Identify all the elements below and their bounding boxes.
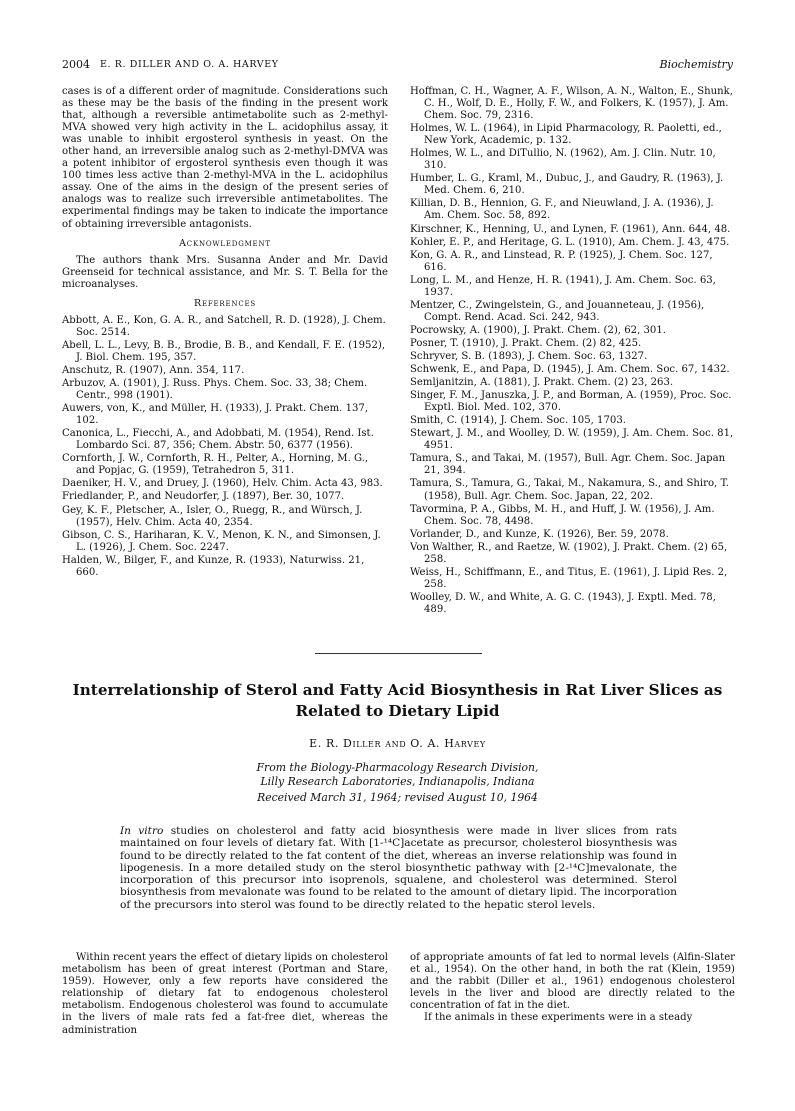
running-head [62, 58, 733, 74]
reference-item: Weiss, H., Schiffmann, E., and Titus, E. (1961), J. Lipid Res. 2, 258. [410, 566, 728, 590]
reference-item: Kon, G. A. R., and Linstead, R. P. (1925), J. Chem. Soc. 127, 616. [410, 249, 713, 273]
reference-item: Gey, K. F., Pletscher, A., Isler, O., Ruegg, R., and Würsch, J. (1957), Helv. Chim. Acta 40, 2354. [62, 504, 363, 528]
reference-item: Holmes, W. L. (1964), in Lipid Pharmacology, R. Paoletti, ed., New York, Academic, p. 132. [410, 123, 722, 147]
acknowledgment-text: The authors thank Mrs. Susanna Ander and Mr. David Greenseid for technical assistance, and Mr. S. T. Bella for the microanalyses. [62, 254, 388, 290]
reference-item: Humber, L. G., Kraml, M., Dubuc, J., and Gaudry, R. (1963), J. Med. Chem. 6, 210. [410, 173, 724, 197]
journal-name: Biochemistry [659, 58, 733, 71]
references-heading: References [194, 297, 256, 309]
reference-item: Kohler, E. P., and Heritage, G. L. (1910), Am. Chem. J. 43, 475. [410, 236, 730, 248]
reference-item: Long, L. M., and Henze, H. R. (1941), J. Am. Chem. Soc. 63, 1937. [410, 274, 716, 298]
byline: E. R. Diller and O. A. Harvey [309, 737, 486, 750]
reference-item: Mentzer, C., Zwingelstein, G., and Jouanneteau, J. (1956), Compt. Rend. Acad. Sci. 242, 943. [410, 299, 705, 323]
abstract [120, 825, 677, 911]
page-number: 2004 [62, 58, 90, 71]
reference-item: Stewart, J. M., and Woolley, D. W. (1959), J. Am. Chem. Soc. 81, 4951. [410, 428, 734, 452]
reference-item: Tamura, S., Tamura, G., Takai, M., Nakamura, S., and Shiro, T. (1958), Bull. Agr. Chem. Soc. Japan, 22, 202. [410, 478, 729, 502]
reference-item: Halden, W., Bilger, F., and Kunze, R. (1933), Naturwiss. 21, 660. [62, 554, 365, 578]
reference-item: Hoffman, C. H., Wagner, A. F., Wilson, A. N., Walton, E., Shunk, C. H., Wolf, D. E., Holly, F. W., and Folkers, K. (1957), J. Am. Chem. Soc. 79, 2316. [410, 86, 733, 122]
received-dates: Received March 31, 1964; revised August 10, 1964 [257, 791, 538, 804]
reference-item: Vorlander, D., and Kunze, K. (1926), Ber. 59, 2078. [410, 528, 669, 540]
reference-item: Friedlander, P., and Neudorfer, J. (1897), Ber. 30, 1077. [62, 491, 345, 503]
reference-item: Daeniker, H. V., and Druey, J. (1960), Helv. Chim. Acta 43, 983. [62, 478, 383, 490]
reference-item: Auwers, von, K., and Müller, H. (1933), J. Prakt. Chem. 137, 102. [62, 403, 369, 427]
reference-item: Tavormina, P. A., Gibbs, M. H., and Huff, J. W. (1956), J. Am. Chem. Soc. 78, 4498. [410, 503, 715, 527]
affiliation-line-1: From the Biology-Pharmacology Research Division, [256, 761, 539, 774]
reference-item: Canonica, L., Fiecchi, A., and Adobbati, M. (1954), Rend. Ist. Lombardo Sci. 87, 356; Chem. Abstr. 50, 6377 (1956). [62, 428, 374, 452]
reference-item: Holmes, W. L., and DiTullio, N. (1962), Am. J. Clin. Nutr. 10, 310. [410, 148, 716, 172]
reference-item: Abbott, A. E., Kon, G. A. R., and Satchell, R. D. (1928), J. Chem. Soc. 2514. [62, 314, 386, 338]
reference-item: Singer, F. M., Januszka, J. P., and Borman, A. (1959), Proc. Soc. Exptl. Biol. Med. 102, 370. [410, 390, 732, 414]
section-divider [315, 653, 482, 654]
right-column [410, 86, 735, 617]
affiliation-line-2: Lilly Research Laboratories, Indianapolis, Indiana [260, 775, 535, 788]
reference-item: Posner, T. (1910), J. Prakt. Chem. (2) 82, 425. [410, 337, 642, 349]
title-line-1: Interrelationship of Sterol and Fatty Acid Biosynthesis in Rat Liver Slices as [72, 681, 723, 699]
abstract-text: studies on cholesterol and fatty acid biosynthesis were made in liver slices from rats maintained on four levels of dietary fat. With [1-¹⁴C]acetate as precursor, cholesterol biosynthesis was found to be directly related to the fat content of the diet, whereas an inverse relationship was found in lipogenesis. In a more detailed study on the sterol biosynthetic pathway with [2-¹⁴C]mevalonate, the incorporation of this precursor into isoprenols, squalene, and cholesterol was determined. Sterol biosynthesis from mevalonate was found to be related to the amount of dietary lipid. The incorporation of the precursors into sterol was found to be directly related to the hepatic sterol levels. [120, 825, 677, 911]
reference-item: Anschutz, R. (1907), Ann. 354, 117. [62, 364, 245, 376]
reference-item: Schryver, S. B. (1893), J. Chem. Soc. 63, 1327. [410, 350, 648, 362]
affiliation [62, 761, 733, 789]
reference-list-left [62, 315, 388, 579]
reference-item: Cornforth, J. W., Cornforth, R. H., Pelter, A., Horning, M. G., and Popjac, G. (1959), Tetrahedron 5, 311. [62, 453, 369, 477]
reference-item: Woolley, D. W., and White, A. G. C. (1943), J. Exptl. Med. 78, 489. [410, 591, 716, 615]
body-paragraph: If the animals in these experiments were in a steady [424, 1012, 693, 1024]
reference-item: Tamura, S., and Takai, M. (1957), Bull. Agr. Chem. Soc. Japan 21, 394. [410, 453, 726, 477]
reference-item: Schwenk, E., and Papa, D. (1945), J. Am. Chem. Soc. 67, 1432. [410, 364, 730, 376]
reference-item: Kirschner, K., Henning, U., and Lynen, F. (1961), Ann. 644, 48. [410, 223, 731, 235]
body-paragraph: of appropriate amounts of fat led to normal levels (Alfin-Slater et al., 1954). On the other hand, in both the rat (Klein, 1959) and the rabbit (Diller et al., 1961) endogenous cholesterol levels in the liver and blood are directly related to the concentration of fat in the diet. [410, 952, 735, 1012]
discussion-paragraph: cases is of a different order of magnitude. Considerations such as these may be the basis of the finding in the present work that, although a reversible antimetabolite such as 2-methyl-MVA showed very high activity in the L. acidophilus assay, it was unable to inhibit ergosterol synthesis in yeast. On the other hand, an irreversible analog such as 2-methyl-DMVA was a potent inhibitor of ergosterol synthesis even though it was 100 times less active than 2-methyl-MVA in the L. acidophilus assay. One of the aims in the design of the present series of analogs was to realize such irreversible antimetabolites. The experimental findings may be taken to indicate the importance of obtaining irreversible antagonists. [62, 86, 388, 230]
left-column [62, 86, 388, 580]
body-paragraph-left: Within recent years the effect of dietary lipids on cholesterol metabolism has been of great interest (Portman and Stare, 1959). However, only a few reports have considered the relationship of dietary fat to endogenous cholesterol metabolism. Endogenous cholesterol was found to accumulate in the livers of male rats fed a fat-free diet, whereas the administration [62, 952, 388, 1036]
reference-item: Abell, L. L., Levy, B. B., Brodie, B. B., and Kendall, F. E. (1952), J. Biol. Chem. 195, 357. [62, 339, 386, 363]
reference-list-right [410, 86, 735, 616]
reference-item: Killian, D. B., Hennion, G. F., and Nieuwland, J. A. (1936), J. Am. Chem. Soc. 58, 892. [410, 198, 714, 222]
reference-item: Gibson, C. S., Hariharan, K. V., Menon, K. N., and Simonsen, J. L. (1926), J. Chem. Soc. 2247. [62, 529, 381, 553]
reference-item: Von Walther, R., and Raetze, W. (1902), J. Prakt. Chem. (2) 65, 258. [410, 541, 728, 565]
reference-item: Pocrowsky, A. (1900), J. Prakt. Chem. (2), 62, 301. [410, 324, 666, 336]
reference-item: Smith, C. (1914), J. Chem. Soc. 105, 1703. [410, 415, 626, 427]
body-right-column [410, 952, 735, 1025]
acknowledgment-heading: Acknowledgment [179, 237, 271, 249]
reference-item: Semljanitzin, A. (1881), J. Prakt. Chem. (2) 23, 263. [410, 377, 674, 389]
abstract-lead: In vitro [120, 825, 164, 837]
reference-item: Arbuzov, A. (1901), J. Russ. Phys. Chem. Soc. 33, 38; Chem. Centr., 998 (1901). [62, 378, 368, 402]
title-line-2: Related to Dietary Lipid [295, 702, 500, 720]
article-title [62, 680, 733, 722]
running-head-authors: E. R. DILLER AND O. A. HARVEY [100, 59, 279, 70]
